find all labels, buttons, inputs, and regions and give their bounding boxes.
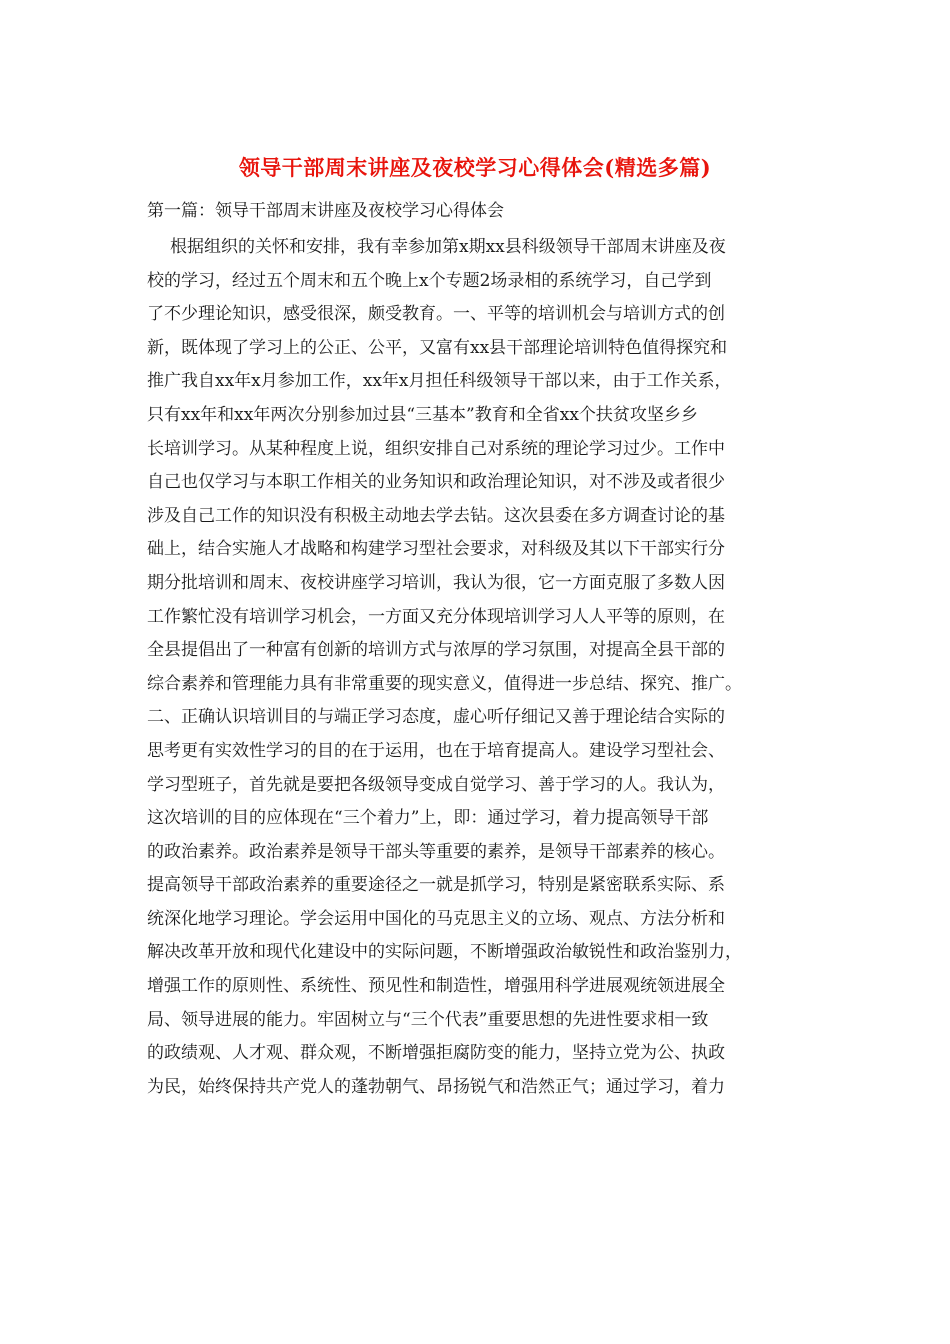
body-line: 这次培训的目的应体现在“三个着力”上，即：通过学习，着力提高领导干部: [147, 808, 709, 829]
body-line: 提高领导干部政治素养的重要途径之一就是抓学习，特别是紧密联系实际、系: [147, 875, 725, 896]
body-line: 础上，结合实施人才战略和构建学习型社会要求，对科级及其以下干部实行分: [147, 539, 725, 560]
body-text: [147, 231, 827, 1104]
body-line: 为民，始终保持共产党人的蓬勃朝气、昂扬锐气和浩然正气；通过学习，着力: [147, 1076, 725, 1097]
body-line: 涉及自己工作的知识没有积极主动地去学去钻。这次县委在多方调查讨论的基: [147, 505, 725, 526]
body-line: 期分批培训和周末、夜校讲座学习培训，我认为很，它一方面克服了多数人因: [147, 572, 725, 593]
body-line: 的政绩观、人才观、群众观，不断增强拒腐防变的能力，坚持立党为公、执政: [147, 1043, 725, 1064]
body-line: 综合素养和管理能力具有非常重要的现实意义，值得进一步总结、探究、推广。: [147, 673, 742, 694]
body-line: 增强工作的原则性、系统性、预见性和制造性，增强用科学进展观统领进展全: [147, 976, 725, 997]
body-line: 局、领导进展的能力。牢固树立与“三个代表”重要思想的先进性要求相一致: [147, 1009, 709, 1030]
body-line: 二、正确认识培训目的与端正学习态度，虚心听仔细记又善于理论结合实际的: [147, 707, 725, 728]
section-heading: 第一篇：领导干部周末讲座及夜校学习心得体会: [147, 201, 504, 221]
body-line: 统深化地学习理论。学会运用中国化的马克思主义的立场、观点、方法分析和: [147, 908, 725, 929]
body-line: 了不少理论知识，感受很深，颇受教育。一、平等的培训机会与培训方式的创: [147, 304, 725, 325]
body-line: 解决改革开放和现代化建设中的实际问题，不断增强政治敏锐性和政治鉴别力，: [147, 942, 742, 963]
document-title: 领导干部周末讲座及夜校学习心得体会(精选多篇): [238, 155, 712, 180]
body-line: 的政治素养。政治素养是领导干部头等重要的素养，是领导干部素养的核心。: [147, 841, 725, 862]
body-line: 根据组织的关怀和安排，我有幸参加第x期xx县科级领导干部周末讲座及夜: [170, 237, 726, 257]
body-line: 新，既体现了学习上的公正、公平，又富有xx县干部理论培训特色值得探究和: [147, 337, 728, 358]
body-line: 思考更有实效性学习的目的在于运用，也在于培育提高人。建设学习型社会、: [147, 740, 725, 761]
body-line: 推广我自xx年x月参加工作，xx年x月担任科级领导干部以来，由于工作关系，: [147, 371, 732, 392]
body-line: 只有xx年和xx年两次分别参加过县“三基本”教育和全省xx个扶贫攻坚乡乡: [147, 404, 698, 425]
body-line: 学习型班子，首先就是要把各级领导变成自觉学习、善于学习的人。我认为，: [147, 774, 725, 795]
body-line: 自己也仅学习与本职工作相关的业务知识和政治理论知识，对不涉及或者很少: [147, 472, 725, 493]
body-line: 工作繁忙没有培训学习机会，一方面又充分体现培训学习人人平等的原则，在: [147, 606, 725, 627]
body-line: 校的学习，经过五个周末和五个晚上x个专题2场录相的系统学习，自己学到: [147, 270, 712, 291]
body-line: 长培训学习。从某种程度上说，组织安排自己对系统的理论学习过少。工作中: [147, 438, 725, 459]
body-line: 全县提倡出了一种富有创新的培训方式与浓厚的学习氛围，对提高全县干部的: [147, 640, 725, 661]
